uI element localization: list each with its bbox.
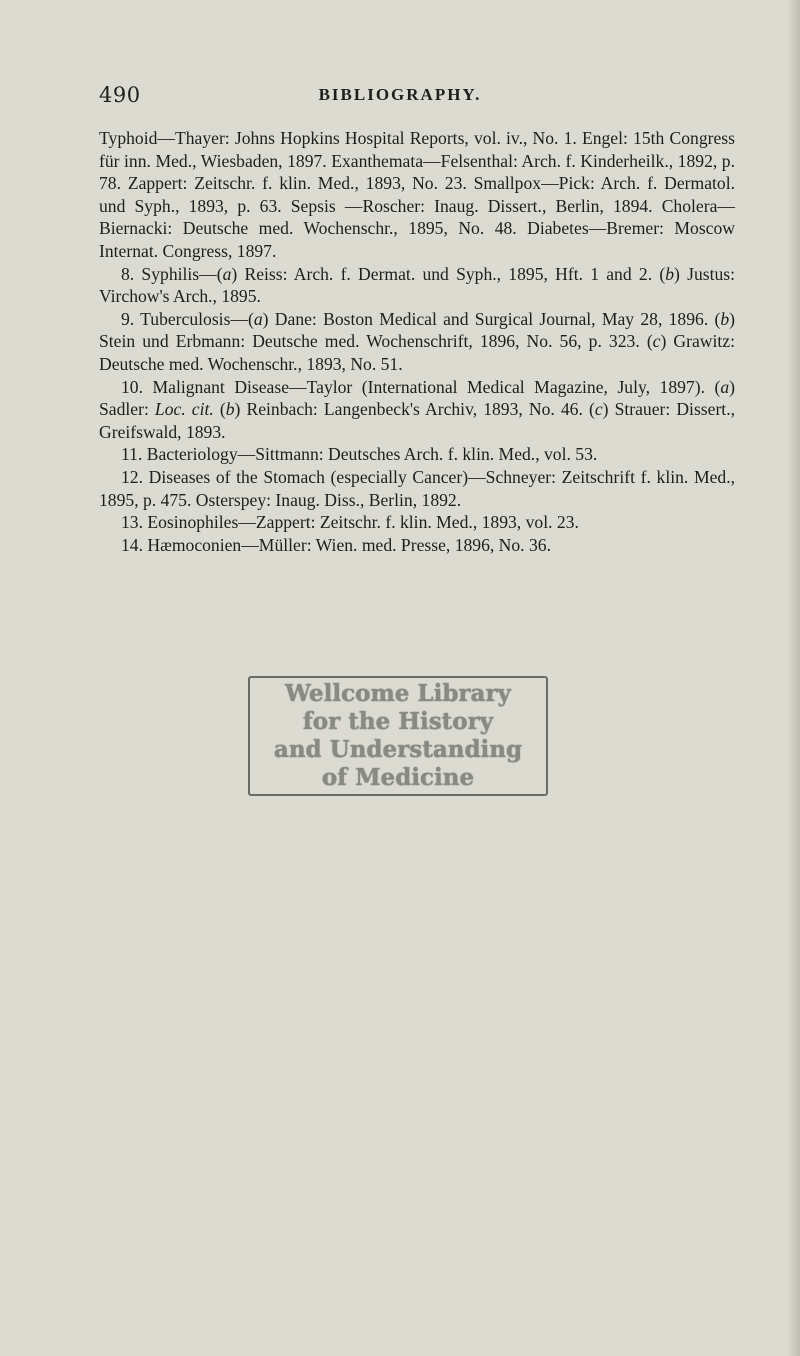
bibliography-entry (99, 466, 735, 511)
bibliography-entry (99, 376, 735, 444)
running-head: BIBLIOGRAPHY. (318, 85, 482, 104)
italic-text: a (253, 308, 263, 329)
italic-text: b (225, 399, 235, 420)
entry-text: ) Reiss: Arch. f. Dermat. und Syph., 1895, Hft. 1 and 2. ( (231, 263, 666, 284)
italic-text: Loc. cit. (154, 399, 214, 420)
bibliography-entry (99, 534, 735, 557)
bibliography-body (99, 127, 735, 556)
wellcome-library-stamp (248, 676, 548, 796)
entry-text: 8. Syphilis—( (121, 263, 223, 284)
italic-text: b (720, 308, 730, 329)
entry-text: ) Stein und Erbmann: Deutsche med. Wochenschrift, 1896, No. 56, p. 323. ( (99, 308, 735, 352)
stamp-line: and Understanding (273, 736, 523, 763)
entry-text: ) Reinbach: Langenbeck's Archiv, 1893, No. 46. ( (234, 399, 595, 420)
page-edge-shadow (786, 0, 800, 1356)
italic-text: a (720, 376, 730, 397)
entry-text: ) Justus: Virchow's Arch., 1895. (99, 263, 736, 307)
entry-text: ( (213, 399, 226, 420)
page-number: 490 (99, 83, 141, 107)
italic-text: c (594, 399, 603, 420)
bibliography-entry (99, 511, 735, 534)
entry-text: ) Sadler: (99, 376, 735, 420)
entry-text: ) Grawitz: Deutsche med. Wochenschr., 1893, No. 51. (99, 331, 735, 374)
italic-text: a (222, 263, 232, 284)
bibliography-entry (99, 127, 735, 263)
entry-text: 12. Diseases of the Stomach (especially Cancer)—Schneyer: Zeitschrift f. klin. Med., 1895, p. 475. Osterspey: Inaug. Diss., Berlin, 1892. (99, 466, 735, 510)
entry-text: ) Strauer: Dissert., Greifswald, 1893. (99, 399, 735, 442)
entry-text: 13. Eosinophiles—Zappert: Zeitschr. f. klin. Med., 1893, vol. 23. (121, 512, 579, 533)
bibliography-entry (99, 263, 735, 308)
bibliography-entry (99, 443, 735, 466)
entry-text: 14. Hæmoconien—Müller: Wien. med. Presse, 1896, No. 36. (121, 534, 551, 555)
italic-text: b (665, 263, 674, 284)
bibliography-entry (99, 308, 735, 376)
entry-text: ) Dane: Boston Medical and Surgical Journal, May 28, 1896. ( (262, 308, 721, 329)
italic-text: c (652, 331, 661, 352)
entry-text: Typhoid—Thayer: Johns Hopkins Hospital Reports, vol. iv., No. 1. Engel: 15th Congress für inn. Med., Wiesbaden, 1897. Exanthemata—Felsenthal: Arch. f. Kinderheilk., 1892, p. 78. Zappert: Zeitschr. f. klin. Med., 1893, No. 23. Smallpox—Pick: Arch. f. Dermatol. und Syph., 1893, p. 63. Sepsis —Roscher: Inaug. Dissert., Berlin, 1894. Cholera—Biernacki: Deutsche med. Wochenschr., 1895, No. 48. Diabetes—Bremer: Moscow Internat. Congress, 1897. (99, 128, 735, 261)
stamp-line: of Medicine (321, 764, 475, 791)
entry-text: 11. Bacteriology—Sittmann: Deutsches Arch. f. klin. Med., vol. 53. (121, 444, 598, 465)
page-header (0, 83, 800, 113)
stamp-line: Wellcome Library (285, 680, 511, 707)
stamp-line: for the History (302, 708, 494, 735)
entry-text: 10. Malignant Disease—Taylor (International Medical Magazine, July, 1897). ( (121, 376, 721, 397)
entry-text: 9. Tuberculosis—( (121, 308, 254, 329)
